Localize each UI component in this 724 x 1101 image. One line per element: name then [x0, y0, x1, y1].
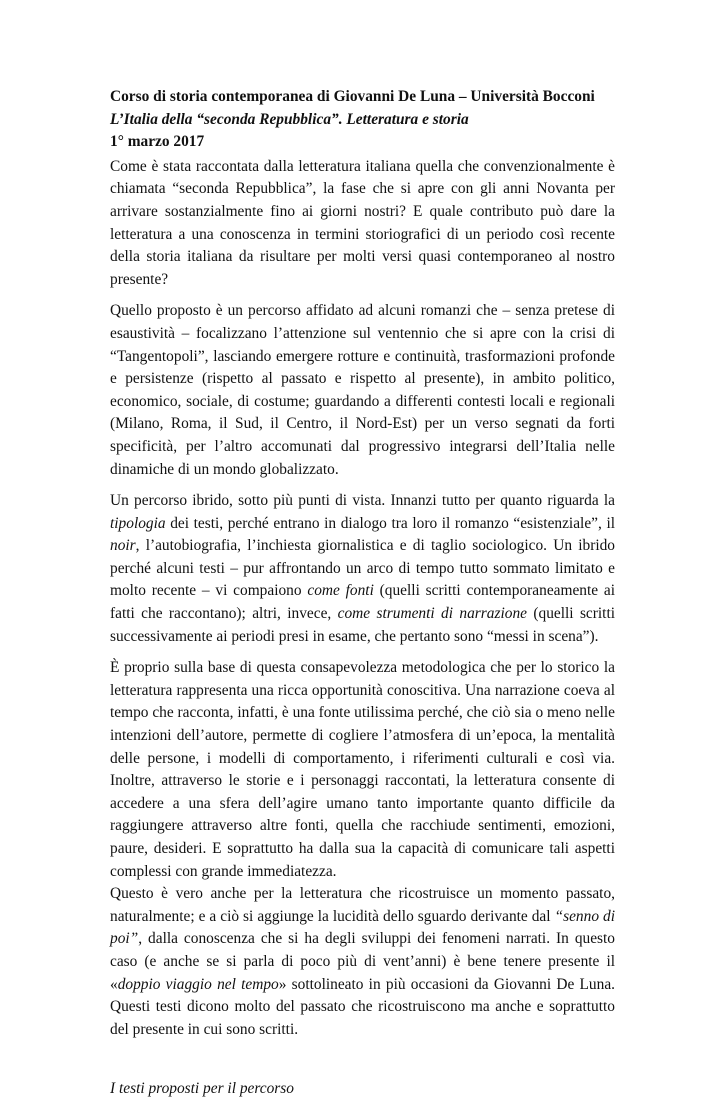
emphasis-text: doppio viaggio nel tempo: [117, 975, 279, 993]
emphasis-text: tipologia: [110, 514, 166, 532]
emphasis-text: come strumenti di narrazione: [337, 605, 527, 623]
document-header: [110, 86, 615, 154]
emphasis-text: come fonti: [307, 582, 374, 600]
lecture-title: L’Italia della “seconda Repubblica”. Letteratura e storia: [110, 110, 469, 128]
paragraph-text: (quelli scritti contemporaneamente ai fatti che raccontano); altri, invece,: [110, 582, 615, 623]
course-title: Corso di storia contemporanea di Giovanni De Luna – Università Bocconi: [110, 88, 595, 105]
paragraph-metodologia: È proprio sulla base di questa consapevolezza metodologica che per lo storico la letteratura rappresenta una ricca opportunità conoscitiva. Una narrazione coeva al tempo che racconta, infatti, è una fonte utilissima perché, che ciò sia o meno nelle intenzioni dell’autore, permette di cogliere l’atmosfera di un’epoca, la mentalità delle persone, i modelli di comportamento, i riferimenti culturali e così via. Inoltre, attraverso le storie e i personaggi raccontati, la letteratura consente di accedere a una sfera dell’agire umano tanto importante quanto difficile da raggiungere attraverso altre fonti, quella che racchiude sentimenti, emozioni, paure, desideri. E soprattutto ha dalla sua la capacità di comunicare tali aspetti complessi con grande immediatezza.: [110, 659, 615, 880]
paragraph-senno-di-poi: [110, 883, 615, 1041]
paragraph-text: , dalla conoscenza che si ha degli sviluppi dei fenomeni narrati. In questo caso (e anche se si parla di poco più di vent’anni) è bene tenere presente il «: [110, 930, 615, 993]
emphasis-text: noir: [110, 537, 136, 555]
paragraph-text: Un percorso ibrido, sotto più punti di vista. Innanzi tutto per quanto riguarda la: [110, 492, 615, 510]
document-page: [110, 86, 615, 1101]
paragraph-ibrido: [110, 490, 615, 648]
paragraph-text: Questo è vero anche per la letteratura che ricostruisce un momento passato, naturalmente; e a ciò si aggiunge la lucidità dello sguardo derivante dal: [110, 885, 615, 925]
lecture-date: 1° marzo 2017: [110, 133, 205, 151]
emphasis-text: “senno di poi”: [110, 907, 615, 948]
section-title: I testi proposti per il percorso: [110, 1080, 294, 1098]
paragraph-text: » sottolineato in più occasioni da Giovanni De Luna. Questi testi dicono molto del passato che ricostruiscono ma anche e soprattutto del presente in cui sono scritti.: [110, 975, 616, 1038]
paragraph-intro: Come è stata raccontata dalla letteratura italiana quella che convenzionalmente è chiamata “seconda Repubblica”, la fase che si apre con gli anni Novanta per arrivare sostanzialmente fino ai giorni nostri? E quale contributo può dare la letteratura a una conoscenza in termini storiografici di un periodo così recente della storia italiana da risultare per molti versi quasi contemporaneo al nostro presente?: [110, 157, 615, 288]
paragraph-percorso: Quello proposto è un percorso affidato ad alcuni romanzi che – senza pretese di esaustività – focalizzano l’attenzione sul ventennio che si apre con la crisi di “Tangentopoli”, lasciando emergere rotture e continuità, trasformazioni profonde e persistenze (rispetto al passato e rispetto al presente), in ambito politico, economico, sociale, di costume; guardando a differenti contesti locali e regionali (Milano, Roma, il Sud, il Centro, il Nord-Est) per un verso segnati da forti specificità, per l’altro accomunati dal progressivo integrarsi dell’Italia nelle dinamiche di un mondo globalizzato.: [110, 302, 615, 478]
paragraph-text: (quelli scritti successivamente ai periodi presi in esame, che pertanto sono “messi in scena”).: [110, 605, 615, 645]
paragraph-text: , l’autobiografia, l’inchiesta giornalistica e di taglio sociologico. Un ibrido perché alcuni testi – pur affrontando un arco di tempo tutto sommato limitato e molto recente – vi compaiono: [110, 537, 615, 600]
paragraph-text: dei testi, perché entrano in dialogo tra loro il romanzo “esistenziale”, il: [165, 514, 615, 532]
